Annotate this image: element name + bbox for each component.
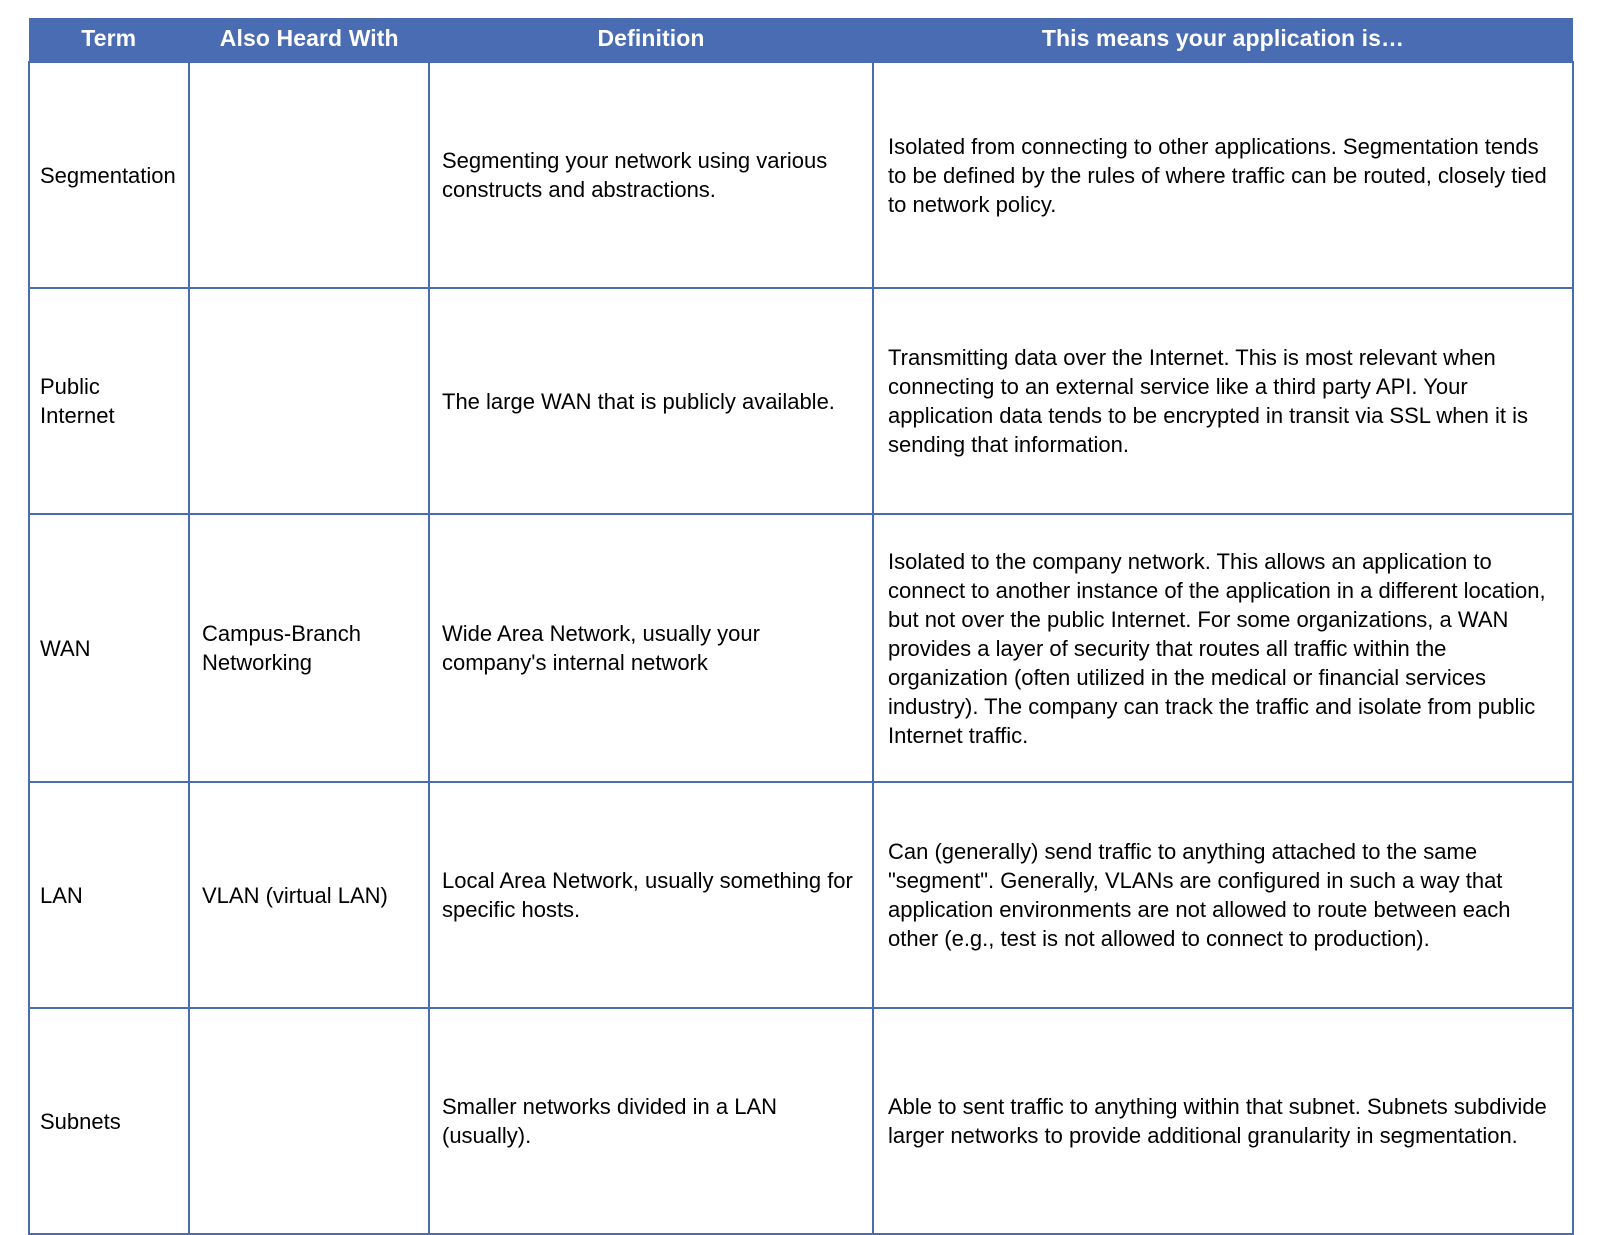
cell-term: Public Internet (29, 288, 189, 514)
cell-term: WAN (29, 514, 189, 782)
cell-term: LAN (29, 782, 189, 1008)
column-header-means: This means your application is… (873, 18, 1573, 62)
cell-also-heard-with (189, 1008, 429, 1234)
table-row (29, 1008, 1573, 1234)
cell-also-heard-with: Campus-Branch Networking (189, 514, 429, 782)
cell-definition: Segmenting your network using various constructs and abstractions. (429, 62, 873, 288)
cell-means: Isolated to the company network. This allows an application to connect to another instance of the application in a different location, but not over the public Internet. For some organizations, a WAN provides a layer of security that routes all traffic within the organization (often utilized in the medical or financial services industry). The company can track the traffic and isolate from public Internet traffic. (873, 514, 1573, 782)
column-header-term: Term (29, 18, 189, 62)
cell-means: Transmitting data over the Internet. This is most relevant when connecting to an external service like a third party API. Your application data tends to be encrypted in transit via SSL when it is sending that information. (873, 288, 1573, 514)
cell-also-heard-with (189, 288, 429, 514)
table-row (29, 514, 1573, 782)
cell-definition: Local Area Network, usually something for specific hosts. (429, 782, 873, 1008)
cell-definition: Wide Area Network, usually your company's internal network (429, 514, 873, 782)
cell-term: Subnets (29, 1008, 189, 1234)
cell-definition: The large WAN that is publicly available. (429, 288, 873, 514)
column-header-definition: Definition (429, 18, 873, 62)
cell-means: Can (generally) send traffic to anything attached to the same "segment". Generally, VLANs are configured in such a way that application environments are not allowed to route between each other (e.g., test is not allowed to connect to production). (873, 782, 1573, 1008)
cell-means: Isolated from connecting to other applications. Segmentation tends to be defined by the rules of where traffic can be routed, closely tied to network policy. (873, 62, 1573, 288)
cell-term: Segmentation (29, 62, 189, 288)
header-row (29, 18, 1573, 62)
table-row (29, 782, 1573, 1008)
cell-means: Able to sent traffic to anything within that subnet. Subnets subdivide larger networks to provide additional granularity in segmentation. (873, 1008, 1573, 1234)
table-row (29, 288, 1573, 514)
table-row (29, 62, 1573, 288)
glossary-table (28, 18, 1574, 1235)
table-header (29, 18, 1573, 62)
cell-definition: Smaller networks divided in a LAN (usually). (429, 1008, 873, 1234)
cell-also-heard-with (189, 62, 429, 288)
column-header-also-heard-with: Also Heard With (189, 18, 429, 62)
cell-also-heard-with: VLAN (virtual LAN) (189, 782, 429, 1008)
table-body (29, 62, 1573, 1234)
